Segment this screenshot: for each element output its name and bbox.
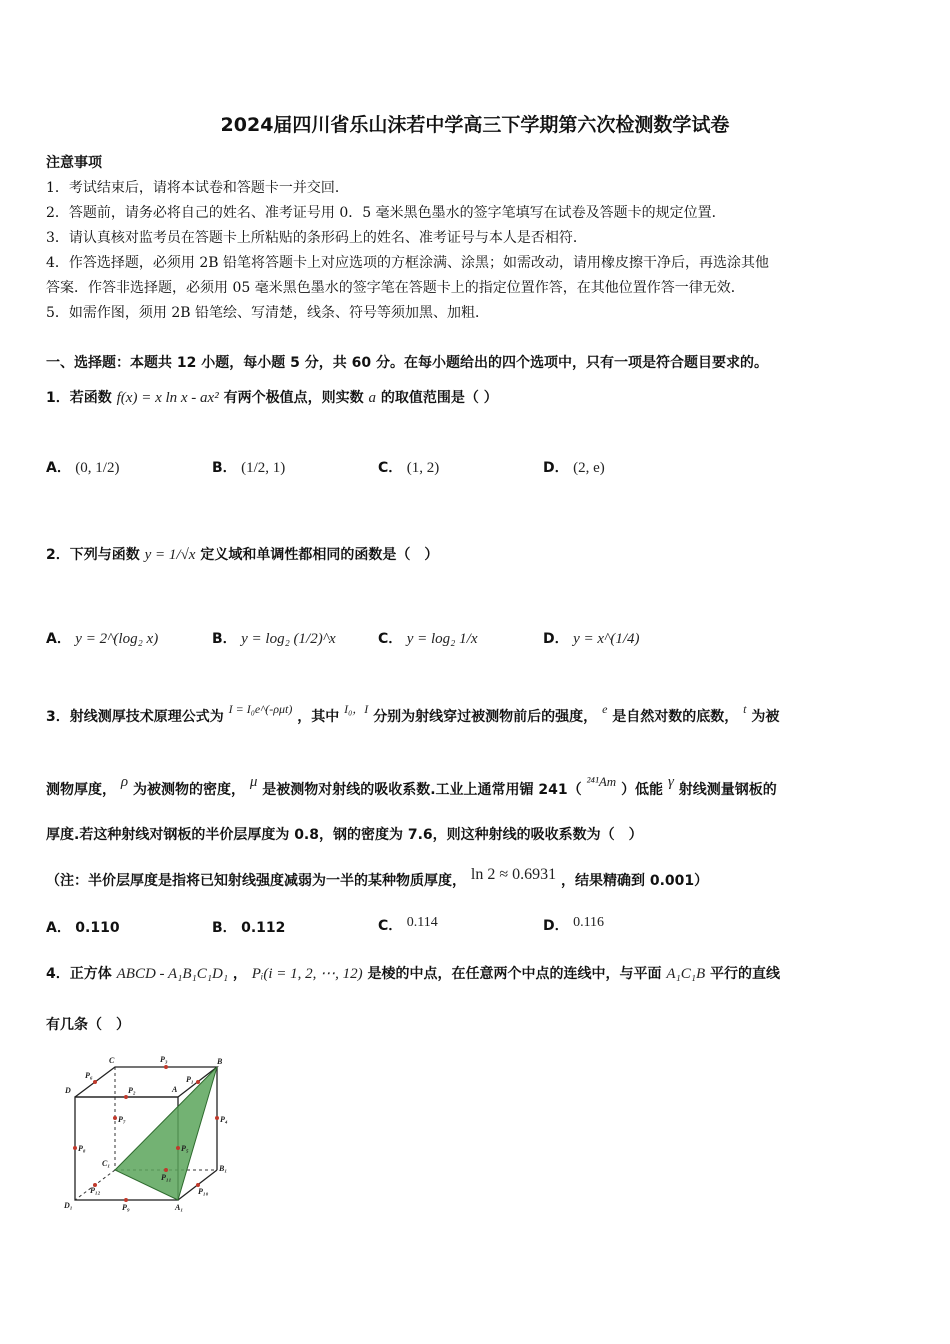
notice-item: 5．如需作图，须用 2B 铅笔绘、写清楚，线条、符号等须加黑、加粗． [46,305,490,321]
q1-formula: f(x) = x ln x - ax² [116,390,219,406]
q3-option-b[interactable]: B． 0.112 [212,920,286,936]
q2-option-a-text: y = 2^(log₂ x) [75,631,159,647]
q2-prefix: 2．下列与函数 [46,547,140,563]
q3-option-c[interactable]: C． 0.114 [378,915,438,934]
cube-label: P₉ [122,1203,130,1212]
q2-option-c[interactable]: C． y = log₂ 1/x [378,631,478,647]
cube-label: C [109,1056,115,1065]
notice-item: 1．考试结束后，请将本试卷和答题卡一并交回． [46,180,349,196]
cube-label: B [217,1057,223,1066]
cube-label: P₂ [128,1086,136,1095]
cube-label: P₁₂ [90,1186,101,1195]
question-4-line-2: 有几条（ ） [46,1017,130,1033]
cube-label: P₁ [186,1075,194,1084]
q1-var: a [368,390,376,406]
cube-label: P₈ [78,1144,86,1153]
q3-option-a[interactable]: A． 0.110 [46,920,120,936]
cube-label: P₁₁ [161,1173,172,1182]
q2-option-b-text: y = log₂ (1/2)^x [241,631,336,647]
section-heading: 一、选择题：本题共 12 小题，每小题 5 分，共 60 分。在每小题给出的四个选项中，只有一项是符合题目要求的。 [46,355,768,371]
q3-option-a-text: 0.110 [75,920,120,936]
q1-option-d[interactable]: D． (2, e) [543,460,605,476]
q1-option-b-text: (1/2, 1) [241,460,286,476]
cube-label: A [172,1085,178,1094]
q1-option-c-text: (1, 2) [406,460,440,476]
q3-option-d-text: 0.116 [573,915,605,930]
question-3-line-3: 厚度.若这种射线对钢板的半价层厚度为 0.8，钢的密度为 7.6，则这种射线的吸收系数为（ ） [46,827,643,843]
question-1 [46,387,498,407]
notice-item: 答案．作答非选择题，必须用 05 毫米黑色墨水的签字笔在答题卡上的指定位置作答，在其他位置作答一律无效． [46,280,745,296]
cube-label: D [65,1086,71,1095]
q2-option-d-text: y = x^(1/4) [573,631,640,647]
q2-option-b[interactable]: B． y = log₂ (1/2)^x [212,631,336,647]
cube-label: B₁ [219,1164,228,1173]
question-3-line-1: 3．射线测厚技术原理公式为 I = I₀e^(-ρμt) ，其中 I₀，I 分别为射线穿过被测物前后的强度， e 是自然对数的底数， t 为被 [46,702,780,725]
notice-item: 2．答题前，请务必将自己的姓名、准考证号用 0．5 毫米黑色墨水的签字笔填写在试卷及答题卡的规定位置． [46,205,726,221]
q2-suffix: 定义域和单调性都相同的函数是（ ） [200,547,439,563]
q2-option-a[interactable]: A． y = 2^(log₂ x) [46,631,159,647]
q1-prefix: 1．若函数 [46,390,112,406]
cube-label: A₁ [175,1203,184,1212]
cube-label: P₁₀ [198,1187,209,1196]
q1-suffix: 的取值范围是（ ） [380,390,498,406]
q1-option-a-text: (0, 1/2) [75,460,120,476]
notice-heading: 注意事项 [46,155,102,171]
q1-option-d-text: (2, e) [573,460,605,476]
cube-label: P₃ [160,1055,168,1064]
cube-label: P₆ [85,1071,93,1080]
q3-option-c-text: 0.114 [406,915,438,930]
cube-label: P₇ [118,1115,126,1124]
q1-mid: 有两个极值点，则实数 [223,390,364,406]
q3-option-d[interactable]: D． 0.116 [543,915,605,934]
question-2 [46,544,438,564]
q1-option-b[interactable]: B． (1/2, 1) [212,460,286,476]
cube-label: P₅ [181,1144,189,1153]
notice-item: 3．请认真核对监考员在答题卡上所粘贴的条形码上的姓名、准考证号与本人是否相符． [46,230,587,246]
cube-label: D₁ [64,1201,73,1210]
q1-option-a[interactable]: A． (0, 1/2) [46,460,120,476]
q3-option-b-text: 0.112 [241,920,286,936]
notice-item: 4．作答选择题，必须用 2B 铅笔将答题卡上对应选项的方框涂满、涂黑；如需改动，请用橡皮擦干净后，再选涂其他 [46,255,769,271]
q2-option-c-text: y = log₂ 1/x [406,631,478,647]
q3-formula: I = I₀e^(-ρμt) [228,702,293,716]
question-3-line-2: 测物厚度， ρ 为被测物的密度， μ 是被测物对射线的吸收系数.工业上通常用镅 241（ ²⁴¹Am ）低能 γ 射线测量钢板的 [46,774,777,798]
q2-option-d[interactable]: D． y = x^(1/4) [543,631,640,647]
page-title: 2024届四川省乐山沫若中学高三下学期第六次检测数学试卷 [220,114,730,136]
cube-label: C₁ [102,1159,111,1168]
cube-figure [60,1050,240,1215]
question-4-line-1: 4．正方体 ABCD - A₁B₁C₁D₁ ， Pᵢ(i = 1, 2, ⋯, 12) 是棱的中点，在任意两个中点的连线中，与平面 A₁C₁B 平行的直线 [46,966,781,982]
cube-label: P₄ [220,1115,228,1124]
question-3-note: （注：半价层厚度是指将已知射线强度减弱为一半的某种物质厚度， ln 2 ≈ 0.6931 ，结果精确到 0.001） [46,866,709,889]
q2-formula: y = 1/√x [144,547,196,563]
q1-option-c[interactable]: C． (1, 2) [378,460,440,476]
q3-vars: I₀，I [344,702,369,716]
